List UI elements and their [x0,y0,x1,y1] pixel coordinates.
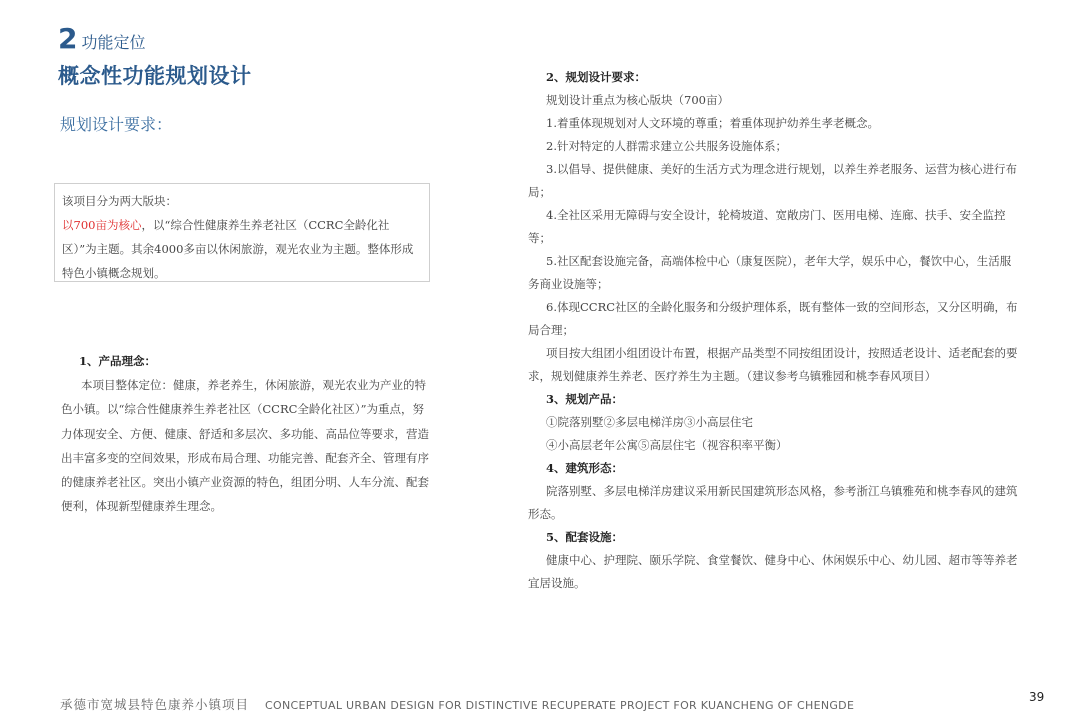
heading-planning-products: 3、规划产品： [546,392,624,406]
requirement-5: 5.社区配套设施完备，高端体检中心（康复医院），老年大学，娱乐中心，餐饮中心，生活服务商业设施等； [528,254,1012,291]
requirement-intro: 规划设计重点为核心版块（700亩） [546,93,729,107]
requirement-3: 3.以倡导、提供健康、美好的生活方式为理念进行规划，以养生养老服务、运营为核心进行布局； [528,162,1017,199]
facilities-text: 健康中心、护理院、颐乐学院、食堂餐饮、健身中心、休闲娱乐中心、幼儿园、超市等等养老宜居设施。 [528,553,1018,590]
requirement-2: 2.针对特定的人群需求建立公共服务设施体系； [546,139,787,153]
requirement-4: 4.全社区采用无障碍与安全设计，轮椅坡道、宽敞房门、医用电梯、连廊、扶手、安全监控等； [528,208,1006,245]
planning-requirements-section [528,66,1020,595]
intro-text [62,213,422,285]
page-title: 概念性功能规划设计 [58,64,252,88]
building-form-text: 院落别墅、多层电梯洋房建议采用新民国建筑形态风格，参考浙江乌镇雅苑和桃李春风的建筑形态。 [528,484,1018,521]
requirement-1: 1.着重体现规划对人文环境的尊重；着重体现护幼养生孝老概念。 [546,116,879,130]
footer-en-title: CONCEPTUAL URBAN DESIGN FOR DISTINCTIVE RECUPERATE PROJECT FOR KUANCHENG OF CHENGDE [265,699,855,712]
intro-highlight: 以700亩为核心 [62,218,142,232]
heading-facilities: 5、配套设施： [546,530,624,544]
section-header [58,22,146,55]
product-concept-section [61,349,431,518]
requirement-6: 6.体现CCRC社区的全龄化服务和分级护理体系，既有整体一致的空间形态，又分区明确，布局合理； [528,300,1018,337]
footer-cn-title: 承德市宽城县特色康养小镇项目 [60,697,250,712]
product-list-1: ①院落别墅②多层电梯洋房③小高层住宅 [546,415,753,429]
heading-planning-requirements: 2、规划设计要求： [546,70,647,84]
intro-rest: ，以“综合性健康养生养老社区（CCRC全龄化社区）”为主题。其余4000多亩以休闲旅游，观光农业为主题。整体形成特色小镇概念规划。 [62,218,414,280]
product-list-2: ④小高层老年公寓⑤高层住宅（视容积率平衡） [546,438,788,452]
page-number: 39 [1029,690,1045,704]
footer [60,695,854,713]
intro-line: 该项目分为两大版块： [62,194,177,208]
requirement-7: 项目按大组团小组团设计布置，根据产品类型不同按组团设计，按照适老设计、适老配套的要求，规划健康养生养老、医疗养生为主题。（建议参考乌镇雅园和桃李春风项目） [528,346,1018,383]
intro-box [54,183,430,282]
section-number: 2 [58,22,78,55]
heading-building-form: 4、建筑形态： [546,461,624,475]
product-concept-body: 本项目整体定位：健康，养老养生，休闲旅游，观光农业为产业的特色小镇。以“综合性健康养生养老社区（CCRC全龄化社区）”为重点，努力体现安全、方便、健康、舒适和多层次、多功能、高品位等要求，营造出丰富多变的空间效果，形成布局合理、功能完善、配套齐全、管理有序的健康养老社区。突出小镇产业资源的特色，组团分明、人车分流、配套便利，体现新型健康养生理念。 [61,378,429,514]
sub-title: 规划设计要求： [60,115,173,134]
section-label: 功能定位 [81,33,146,52]
product-concept-heading: 1、产品理念： [79,354,157,368]
